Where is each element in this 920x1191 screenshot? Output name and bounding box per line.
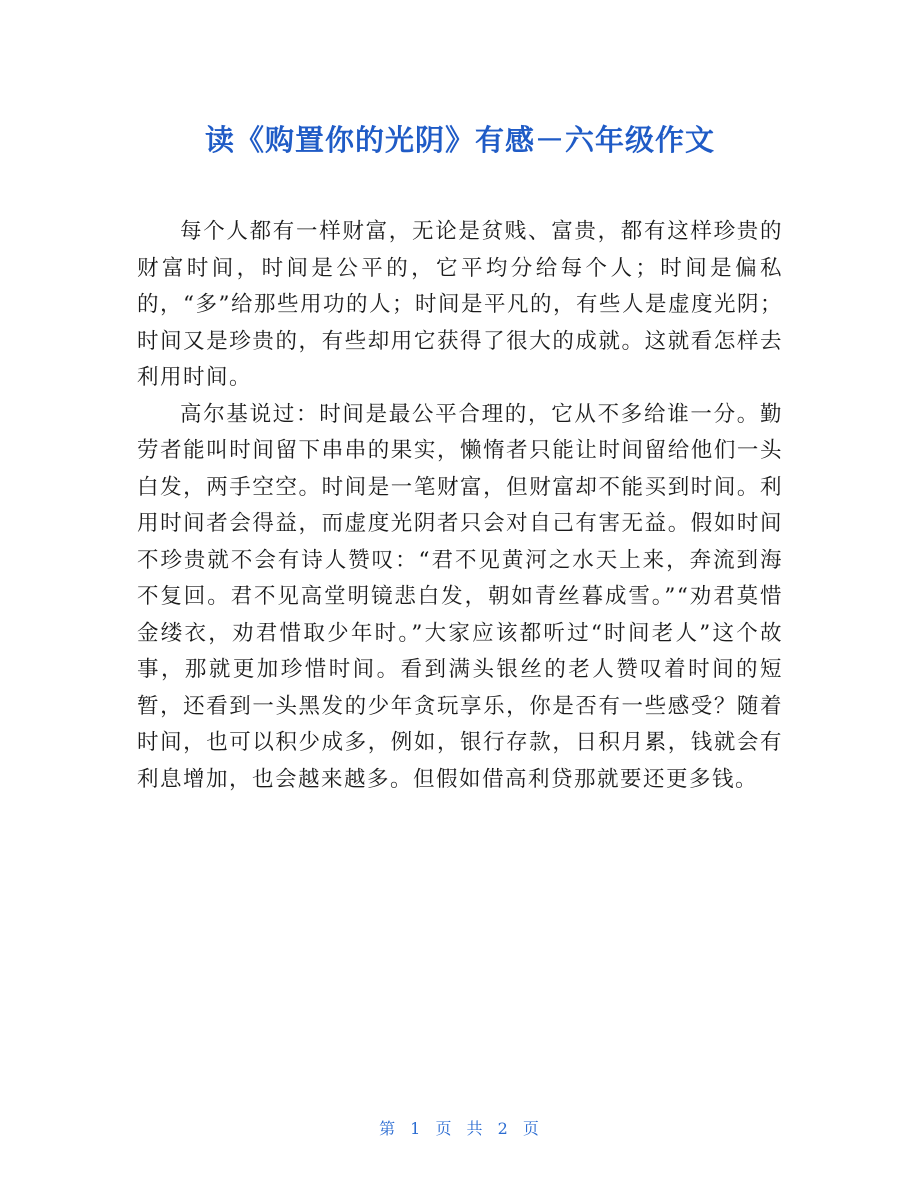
document-title: 读《购置你的光阴》有感－六年级作文: [204, 123, 715, 157]
paragraph-1: 每个人都有一样财富，无论是贫贱、富贵，都有这样珍贵的财富时间，时间是公平的，它平均分给每个人；时间是偏私的，“多”给那些用功的人；时间是平凡的，有些人是虚度光阴；时间又是珍贵的，有些却用它获得了很大的成就。这就看怎样去利用时间。: [137, 219, 783, 390]
document-body: [137, 214, 783, 798]
page-number-footer: 第 1 页 共 2 页: [379, 1119, 541, 1138]
paragraph-2: 高尔基说过：时间是最公平合理的，它从不多给谁一分。勤劳者能叫时间留下串串的果实，懒惰者只能让时间留给他们一头白发，两手空空。时间是一笔财富，但财富却不能买到时间。利用时间者会得益，而虚度光阴者只会对自己有害无益。假如时间不珍贵就不会有诗人赞叹：“君不见黄河之水天上来，奔流到海不复回。君不见高堂明镜悲白发，朝如青丝暮成雪。”“劝君莫惜金缕衣，劝君惜取少年时。”大家应该都听过“时间老人”这个故事，那就更加珍惜时间。看到满头银丝的老人赞叹着时间的短暂，还看到一头黑发的少年贪玩享乐，你是否有一些感受？随着时间，也可以积少成多，例如，银行存款，日积月累，钱就会有利息增加，也会越来越多。但假如借高利贷那就要还更多钱。: [137, 401, 783, 792]
